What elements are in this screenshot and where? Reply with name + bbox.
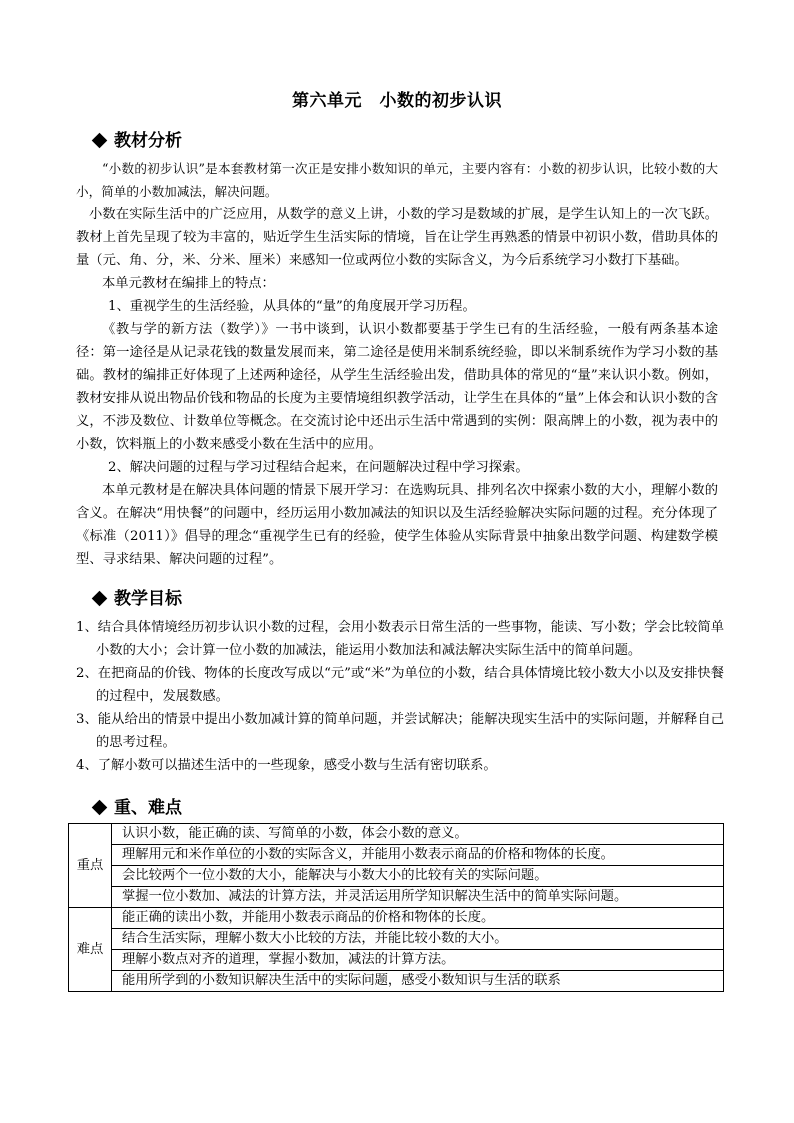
- paragraph: 1、重视学生的生活经验，从具体的“量”的角度展开学习历程。: [108, 299, 476, 314]
- table-cell: 掌握一位小数加、减法的计算方法，并灵活运用所学知识解决生活中的简单实际问题。: [112, 887, 724, 908]
- diamond-bullet-icon: [92, 133, 108, 149]
- table-row: [69, 950, 724, 971]
- key-points-label: 重点: [69, 824, 112, 908]
- table-cell: 结合生活实际，理解小数大小比较的方法，并能比较小数的大小。: [112, 929, 724, 950]
- list-item: 4、了解小数可以描述生活中的一些现象，感受小数与生活有密切联系。: [76, 758, 497, 773]
- section-title: 教学目标: [114, 589, 182, 609]
- table-row: [69, 845, 724, 866]
- table-row: [69, 929, 724, 950]
- paragraph: 小数在实际生活中的广泛应用，从数学的意义上讲，小数的学习是数域的扩展，是学生认知上的一次飞跃。教材上首先呈现了较为丰富的，贴近学生生活实际的情境，旨在让学生再熟悉的情景中初识小数，借助具体的量（元、角、分，米、分米、厘米）来感知一位或两位小数的实际含义，为今后系统学习小数打下基础。: [76, 207, 718, 268]
- paragraph: 本单元教材在编排上的特点：: [102, 276, 275, 291]
- paragraph: 《教与学的新方法（数学）》一书中谈到，认识小数都要基于学生已有的生活经验，一般有两条基本途径：第一途径是从记录花钱的数量发展而来，第二途径是使用米制系统经验，即以米制系统作为学习小数的基础。教材的编排正好体现了上述两种途径，从学生生活经验出发，借助具体的常见的“量”来认识小数。例如，教材安排从说出物品价钱和物品的长度为主要情境组织教学活动，让学生在具体的“量”上体会和认识小数的含义，不涉及数位、计数单位等概念。在交流讨论中还出示生活中常遇到的实例：限高牌上的小数，视为表中的小数，饮料瓶上的小数来感受小数在生活中的应用。: [76, 322, 718, 452]
- section-title: 重、难点: [114, 798, 182, 818]
- section-heading-keypoints: [92, 793, 182, 818]
- table-row: [69, 824, 724, 845]
- list-item: 1、结合具体情境经历初步认识小数的过程，会用小数表示日常生活的一些事物，能读、写小数；学会比较简单小数的大小；会计算一位小数的加减法，能运用小数加法和减法解决实际生活中的简单问题。: [76, 620, 724, 658]
- table-row: [69, 887, 724, 908]
- table-cell: 能用所学到的小数知识解决生活中的实际问题，感受小数知识与生活的联系: [112, 971, 724, 992]
- goals-list: [76, 616, 724, 777]
- table-cell: 会比较两个一位小数的大小，能解决与小数大小的比较有关的实际问题。: [112, 866, 724, 887]
- difficult-points-label: 难点: [69, 908, 112, 992]
- diamond-bullet-icon: [92, 591, 108, 607]
- paragraph: 2、解决问题的过程与学习过程结合起来，在问题解决过程中学习探索。: [108, 460, 529, 475]
- section-heading-goals: [92, 584, 182, 609]
- paragraph: 本单元教材是在解决具体问题的情景下展开学习：在选购玩具、排列名次中探索小数的大小，理解小数的含义。在解决“用快餐”的问题中，经历运用小数加减法的知识以及生活经验解决实际问题的过程。充分体现了《标准（2011）》倡导的理念“重视学生已有的经验，使学生体验从实际背景中抽象出数学问题、构建数学模型、寻求结果、解决问题的过程”。: [76, 483, 718, 567]
- table-cell: 理解小数点对齐的道理，掌握小数加，减法的计算方法。: [112, 950, 724, 971]
- page-title: 第六单元 小数的初步认识: [292, 91, 502, 111]
- table-cell: 理解用元和米作单位的小数的实际含义，并能用小数表示商品的价格和物体的长度。: [112, 845, 724, 866]
- section-heading-analysis: [92, 126, 182, 151]
- diamond-bullet-icon: [92, 800, 108, 816]
- keypoints-table: [68, 823, 724, 992]
- table-cell: 能正确的读出小数，并能用小数表示商品的价格和物体的长度。: [112, 908, 724, 929]
- table-row: [69, 866, 724, 887]
- table-row: [69, 971, 724, 992]
- list-item: 3、能从给出的情景中提出小数加减计算的简单问题，并尝试解决；能解决现实生活中的实际问题，并解释自己的思考过程。: [76, 712, 724, 750]
- paragraph: “小数的初步认识”是本套教材第一次正是安排小数知识的单元，主要内容有：小数的初步认识，比较小数的大小，简单的小数加减法，解决问题。: [76, 161, 718, 199]
- list-item: 2、在把商品的价钱、物体的长度改写成以“元”或“米”为单位的小数，结合具体情境比较小数大小以及安排快餐的过程中，发展数感。: [76, 666, 724, 704]
- section-title: 教材分析: [114, 131, 182, 151]
- table-cell: 认识小数，能正确的读、写简单的小数，体会小数的意义。: [112, 824, 724, 845]
- analysis-body: [76, 157, 718, 571]
- table-row: [69, 908, 724, 929]
